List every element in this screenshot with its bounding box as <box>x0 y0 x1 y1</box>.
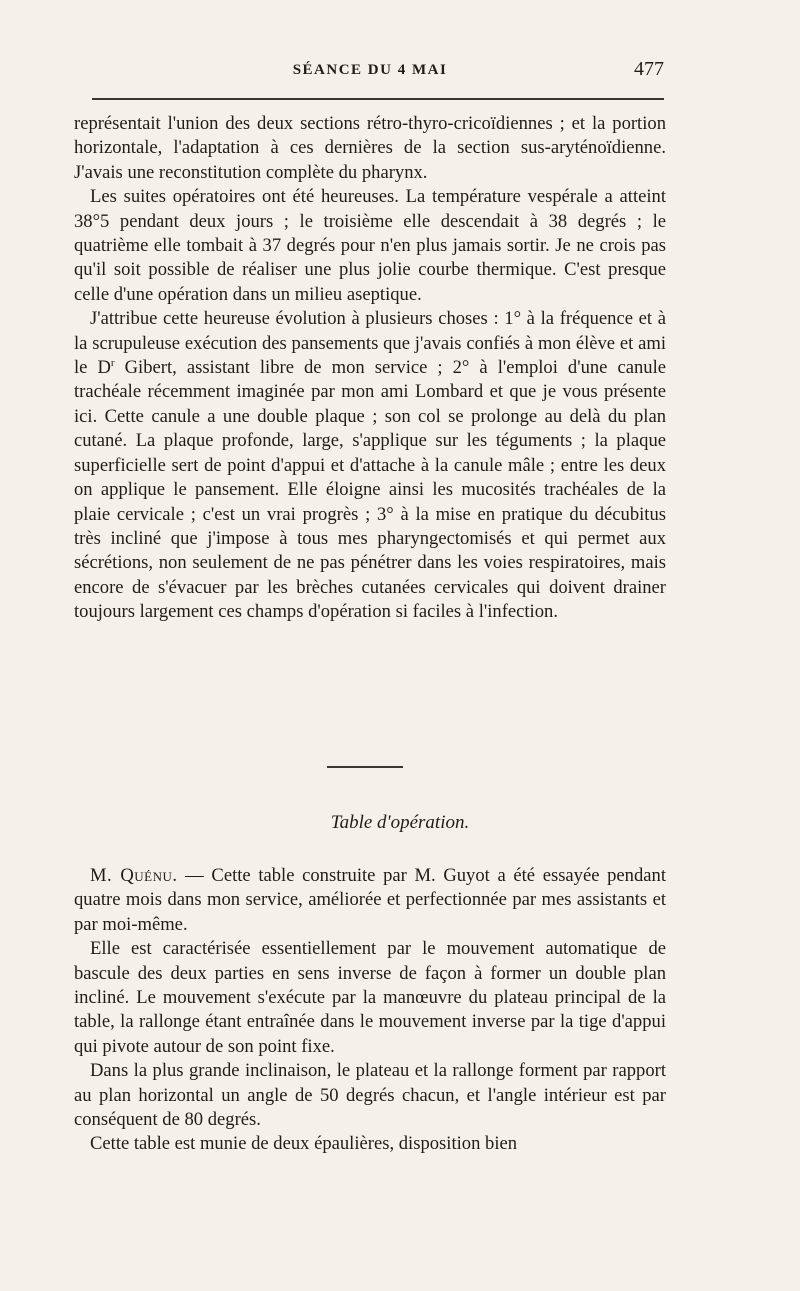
section-1-body <box>74 112 666 625</box>
paragraph-4-text: — Cette table construite par M. Guyot a été essayée pendant quatre mois dans mon service, améliorée et perfectionnée par mes assistants et par moi-même. <box>74 865 666 935</box>
doctor-superscript: r <box>110 356 115 369</box>
paragraph-4 <box>74 864 666 937</box>
speaker-name: M. Quénu. <box>90 865 178 886</box>
paragraph-3-part-1: J'attribue cette heureuse évolution à plusieurs choses : 1° à la fréquence et à la scrupuleuse exécution des pansements que j'avais confiés à mon élève et ami le D <box>74 308 666 379</box>
paragraph-1: représentait l'union des deux sections rétro-thyro-cricoïdiennes ; et la portion horizontale, l'adaptation à ces dernières de la section sus-aryténoïdienne. J'avais une reconstitution complète du pharynx. <box>74 113 666 183</box>
paragraph-5: Elle est caractérisée essentiellement par le mouvement automatique de bascule des deux parties en sens inverse de façon à former un double plan incliné. Le mouvement s'exécute par la manœuvre du plateau principal de la table, la rallonge étant entraînée dans le mouvement inverse par la tige d'appui qui pivote autour de son point fixe. <box>74 938 666 1057</box>
paragraph-6: Dans la plus grande inclinaison, le plateau et la rallonge forment par rapport au plan horizontal un angle de 50 degrés chacun, et l'angle intérieur est par conséquent de 80 degrés. <box>74 1060 666 1131</box>
section-title: Table d'opération. <box>330 812 470 833</box>
paragraph-3 <box>74 307 666 624</box>
header-rule <box>92 98 664 100</box>
running-title: SÉANCE DU 4 MAI <box>292 62 448 78</box>
page-number: 477 <box>634 58 664 80</box>
paragraph-2: Les suites opératoires ont été heureuses. La température vespérale a atteint 38°5 pendant deux jours ; le troisième elle descendait à 38 degrés ; le quatrième elle tombait à 37 degrés pour n'en plus jamais sortir. Je ne crois pas qu'il soit possible de réaliser une plus jolie courbe thermique. C'est presque celle d'une opération dans un milieu aseptique. <box>74 186 666 305</box>
paragraph-7: Cette table est munie de deux épaulières, disposition bien <box>90 1133 518 1155</box>
running-head <box>74 58 666 88</box>
section-divider <box>327 766 403 768</box>
paragraph-3-part-2: Gibert, assistant libre de mon service ; 2° à l'emploi d'une canule trachéale récemment imaginée par mon ami Lombard et que je vous présente ici. Cette canule a une double plaque ; son col se prolonge au delà du plan cutané. La plaque profonde, large, s'applique sur les téguments ; la plaque superficielle sert de point d'appui et d'attache à la canule mâle ; entre les deux on applique le pansement. Elle éloigne ainsi les mucosités trachéales de la plaie cervicale ; c'est un vrai progrès ; 3° à la mise en pratique du décubitus très incliné que j'impose à tous mes pharyngectomisés et qui permet aux sécrétions, non seulement de ne pas pénétrer dans les voies respiratoires, mais encore de s'évacuer par les brèches cutanées cervicales qui doivent drainer toujours largement ces champs d'opération si faciles à l'infection. <box>74 357 666 623</box>
section-2-body <box>74 864 666 1157</box>
